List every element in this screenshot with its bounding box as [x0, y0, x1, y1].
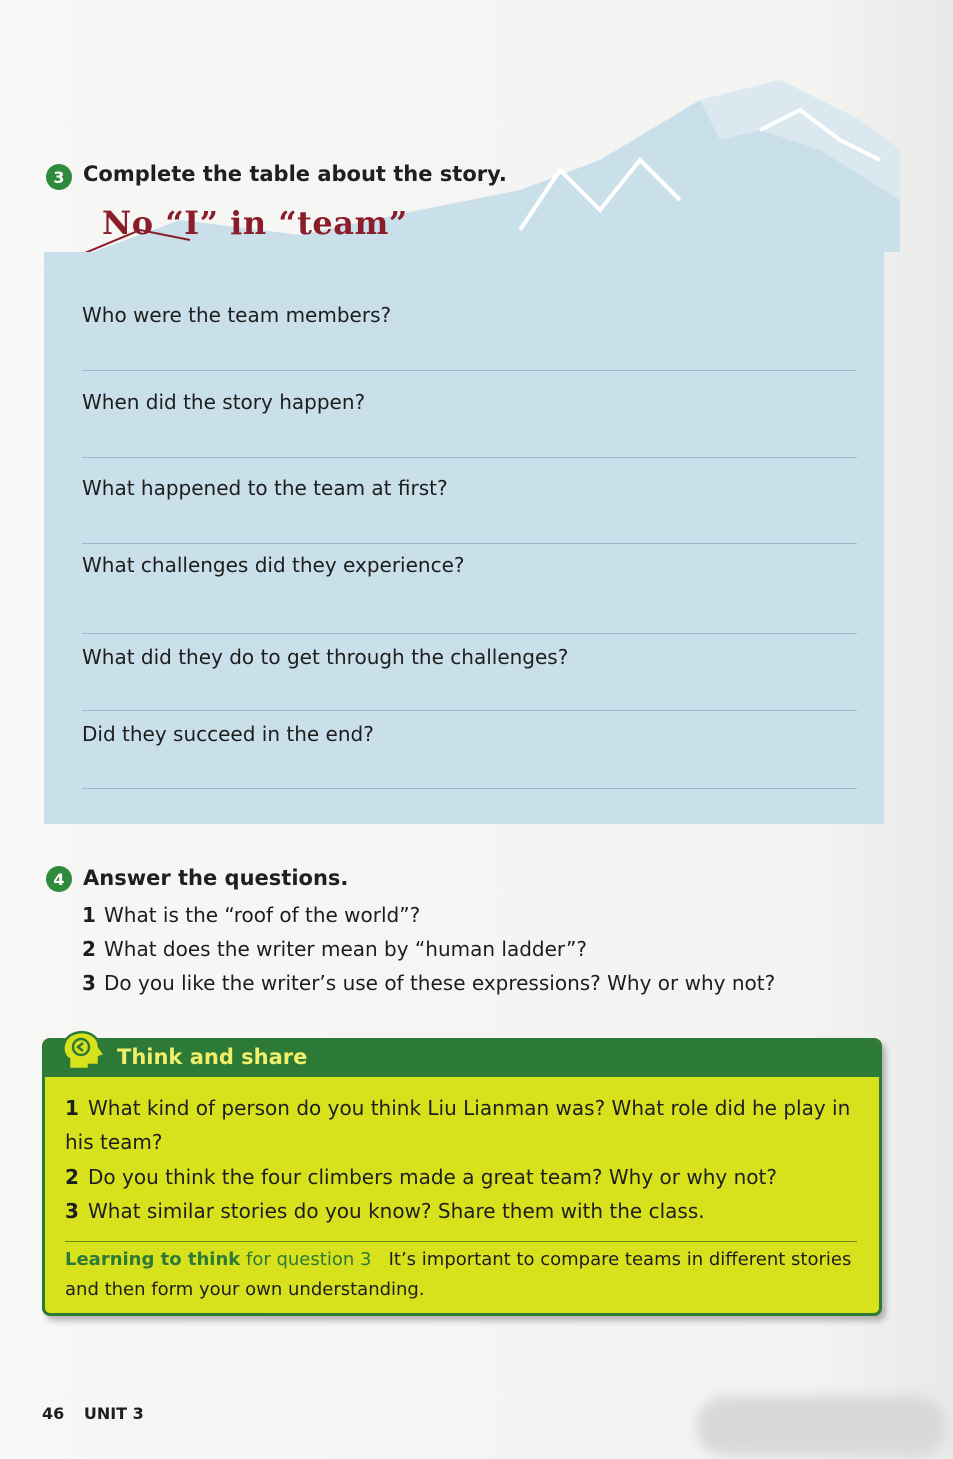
- learning-text: It’s important to compare teams in different stories and then form your own understanding.: [65, 1249, 852, 1300]
- answer-line[interactable]: [82, 543, 857, 544]
- answer-line[interactable]: [82, 788, 857, 789]
- activity-number-badge: 4: [46, 866, 72, 892]
- list-item: 1 What is the “roof of the world”?: [82, 903, 421, 927]
- learning-to-think-note: [65, 1245, 865, 1305]
- list-item: 3 What similar stories do you know? Share them with the class.: [65, 1199, 705, 1223]
- think-title: Think and share: [117, 1045, 308, 1069]
- answer-line[interactable]: [82, 457, 857, 458]
- activity-heading: Answer the questions.: [83, 866, 349, 890]
- table-question: What did they do to get through the challenges?: [82, 645, 569, 669]
- divider: [65, 1241, 857, 1242]
- learning-label: Learning to think: [65, 1249, 241, 1270]
- answer-line[interactable]: [82, 370, 857, 371]
- answer-line[interactable]: [82, 710, 857, 711]
- activity-number-badge: 3: [46, 164, 72, 190]
- list-item: 1 What kind of person do you think Liu Lianman was? What role did he play in his team?: [65, 1096, 851, 1154]
- answer-line[interactable]: [82, 633, 857, 634]
- table-question: Who were the team members?: [82, 303, 392, 327]
- learning-for: for question 3: [246, 1249, 372, 1270]
- list-item: 2 Do you think the four climbers made a great team? Why or why not?: [65, 1165, 777, 1189]
- list-item: 3 Do you like the writer’s use of these expressions? Why or why not?: [82, 971, 776, 995]
- table-question: What challenges did they experience?: [82, 553, 465, 577]
- list-item: 2 What does the writer mean by “human ladder”?: [82, 937, 587, 961]
- table-question: What happened to the team at first?: [82, 476, 448, 500]
- page-number: 46: [42, 1404, 65, 1423]
- blurred-thumb: [696, 1396, 946, 1456]
- page-footer: [42, 1404, 144, 1423]
- table-question: Did they succeed in the end?: [82, 722, 374, 746]
- story-title: No “I” in “team”: [102, 204, 408, 242]
- unit-label: UNIT 3: [83, 1404, 144, 1423]
- activity-heading: Complete the table about the story.: [83, 162, 507, 186]
- thinking-head-icon: [59, 1029, 115, 1077]
- question-list: [82, 898, 775, 1000]
- think-and-share-box: [42, 1038, 882, 1316]
- table-question: When did the story happen?: [82, 390, 366, 414]
